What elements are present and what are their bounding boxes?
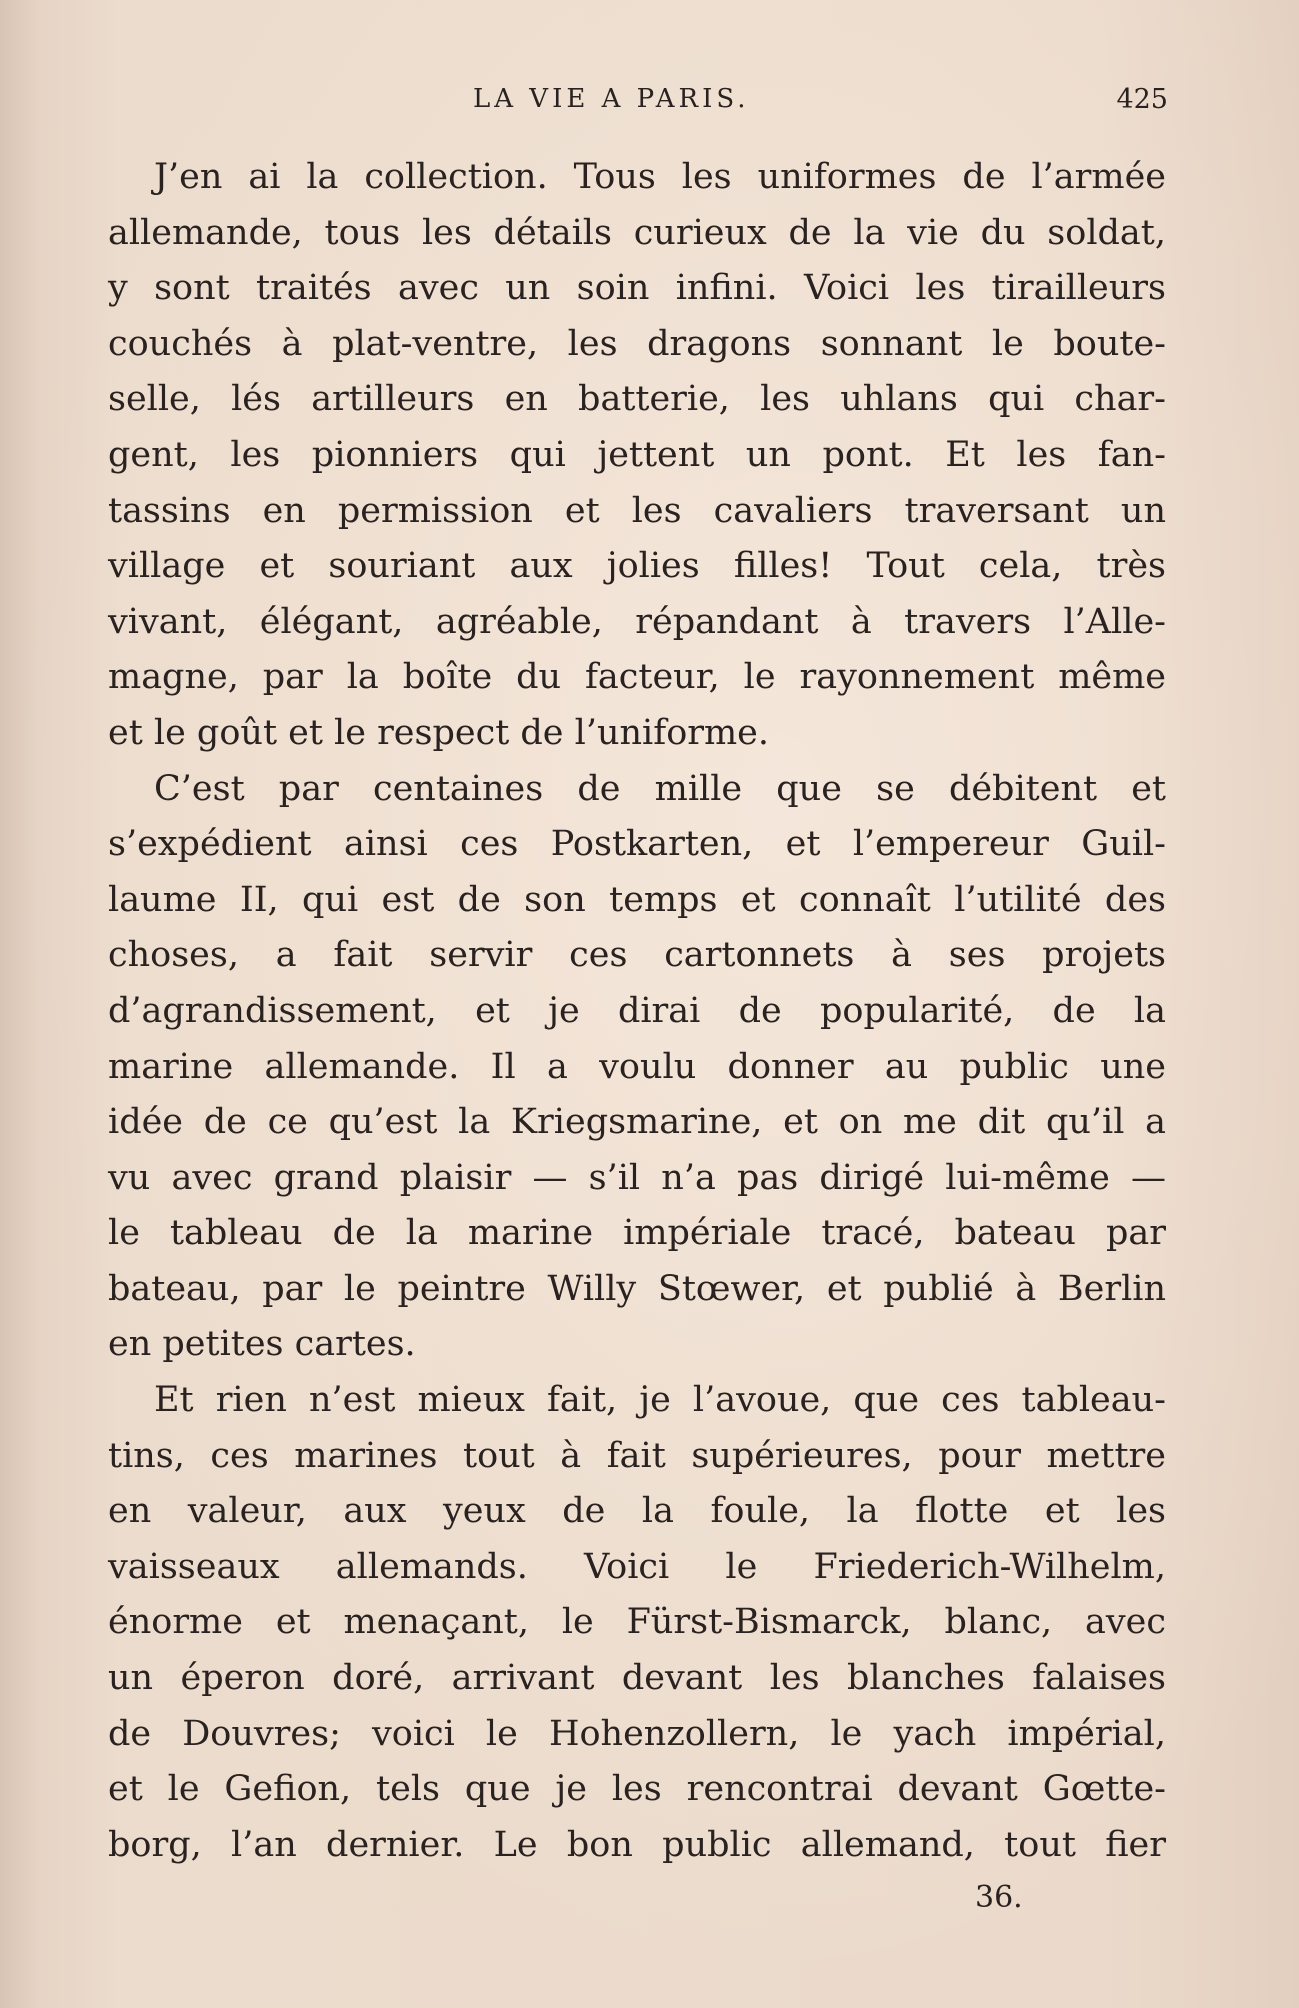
text-line: J’en ai la collection. Tous les uniformes de l’armée <box>154 157 1166 197</box>
paragraph-3 <box>108 1373 1166 1873</box>
text-line: vu avec grand plaisir — s’il n’a pas dirigé lui-même — <box>108 1157 1166 1198</box>
text-line: et le goût et le respect de l’uniforme. <box>108 712 770 753</box>
page-header <box>108 84 1168 124</box>
text-line: village et souriant aux jolies filles! Tout cela, très <box>108 546 1166 587</box>
text-line: selle, lés artilleurs en batterie, les uhlans qui char- <box>108 379 1166 420</box>
text-line: bateau, par le peintre Willy Stœwer, et publié à Berlin <box>108 1268 1166 1309</box>
text-line: en petites cartes. <box>108 1324 416 1365</box>
text-line: un éperon doré, arrivant devant les blanches falaises <box>108 1658 1166 1699</box>
text-line: le tableau de la marine impériale tracé, bateau par <box>108 1213 1166 1254</box>
text-line: s’expédient ainsi ces Postkarten, et l’empereur Guil- <box>108 824 1166 865</box>
text-line: borg, l’an dernier. Le bon public allemand, tout fier <box>108 1824 1166 1865</box>
text-line: y sont traités avec un soin infini. Voici les tirailleurs <box>108 268 1166 309</box>
running-title: LA VIE A PARIS. <box>473 84 750 114</box>
text-line: allemande, tous les détails curieux de la vie du soldat, <box>108 212 1166 253</box>
text-line: Et rien n’est mieux fait, je l’avoue, que ces tableau- <box>154 1380 1166 1421</box>
body-text <box>108 150 1166 1873</box>
text-line: choses, a fait servir ces cartonnets à ses projets <box>108 935 1166 976</box>
page-number: 425 <box>1116 84 1168 115</box>
paragraph-1 <box>108 150 1166 762</box>
text-line: C’est par centaines de mille que se débitent et <box>154 768 1166 809</box>
text-line: vaisseaux allemands. Voici le Friederich-Wilhelm, <box>108 1546 1166 1587</box>
text-line: magne, par la boîte du facteur, le rayonnement même <box>108 657 1166 698</box>
signature-mark: 36. <box>975 1880 1023 1915</box>
text-line: énorme et menaçant, le Fürst-Bismarck, blanc, avec <box>108 1602 1166 1643</box>
text-line: vivant, élégant, agréable, répandant à travers l’Alle- <box>108 601 1166 642</box>
text-line: marine allemande. Il a voulu donner au public une <box>108 1046 1166 1087</box>
paragraph-2 <box>108 762 1166 1374</box>
text-line: gent, les pionniers qui jettent un pont. Et les fan- <box>108 434 1166 475</box>
text-line: tins, ces marines tout à fait supérieures, pour mettre <box>108 1435 1166 1476</box>
text-line: en valeur, aux yeux de la foule, la flotte et les <box>108 1491 1166 1532</box>
text-line: d’agrandissement, et je dirai de popularité, de la <box>108 990 1166 1031</box>
text-line: tassins en permission et les cavaliers traversant un <box>108 490 1166 531</box>
text-line: et le Gefion, tels que je les rencontrai devant Gœtte- <box>108 1769 1166 1810</box>
text-line: idée de ce qu’est la Kriegsmarine, et on me dit qu’il a <box>108 1102 1166 1143</box>
text-line: laume II, qui est de son temps et connaît l’utilité des <box>108 879 1166 920</box>
text-line: de Douvres; voici le Hohenzollern, le yach impérial, <box>108 1713 1166 1754</box>
text-line: couchés à plat-ventre, les dragons sonnant le boute- <box>108 323 1166 364</box>
